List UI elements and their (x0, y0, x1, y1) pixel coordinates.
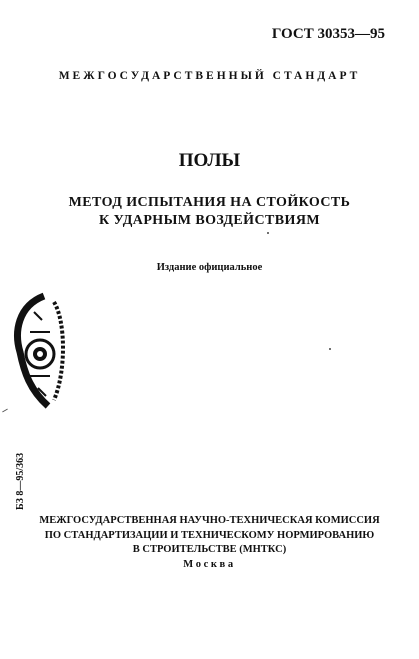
document-title: ПОЛЫ (178, 150, 241, 171)
scan-mark (2, 409, 8, 413)
speck-mark (267, 232, 269, 234)
publisher-block (0, 514, 419, 572)
library-stamp-seal (8, 292, 72, 417)
document-code: ГОСТ 30353—95 (271, 26, 385, 42)
publisher-line-1: МЕЖГОСУДАРСТВЕННАЯ НАУЧНО-ТЕХНИЧЕСКАЯ КОМИССИЯ (39, 515, 380, 526)
subtitle-line-2: К УДАРНЫМ ВОЗДЕЙСТВИЯМ (98, 213, 321, 228)
subtitle-line-1: МЕТОД ИСПЫТАНИЯ НА СТОЙКОСТЬ (68, 195, 351, 210)
document-subtitle (0, 194, 419, 230)
side-code: БЗ 8—95/363 (15, 452, 26, 510)
publisher-line-3: В СТРОИТЕЛЬСТВЕ (МНТКС) (132, 544, 287, 555)
publisher-city: Москва (183, 558, 236, 570)
standard-type-heading: МЕЖГОСУДАРСТВЕННЫЙ СТАНДАРТ (58, 70, 361, 82)
speck-mark (329, 348, 331, 350)
stamp-icon (8, 292, 72, 412)
publisher-line-2: ПО СТАНДАРТИЗАЦИИ И ТЕХНИЧЕСКОМУ НОРМИРОВАНИЮ (44, 529, 375, 541)
edition-note: Издание официальное (156, 262, 263, 273)
